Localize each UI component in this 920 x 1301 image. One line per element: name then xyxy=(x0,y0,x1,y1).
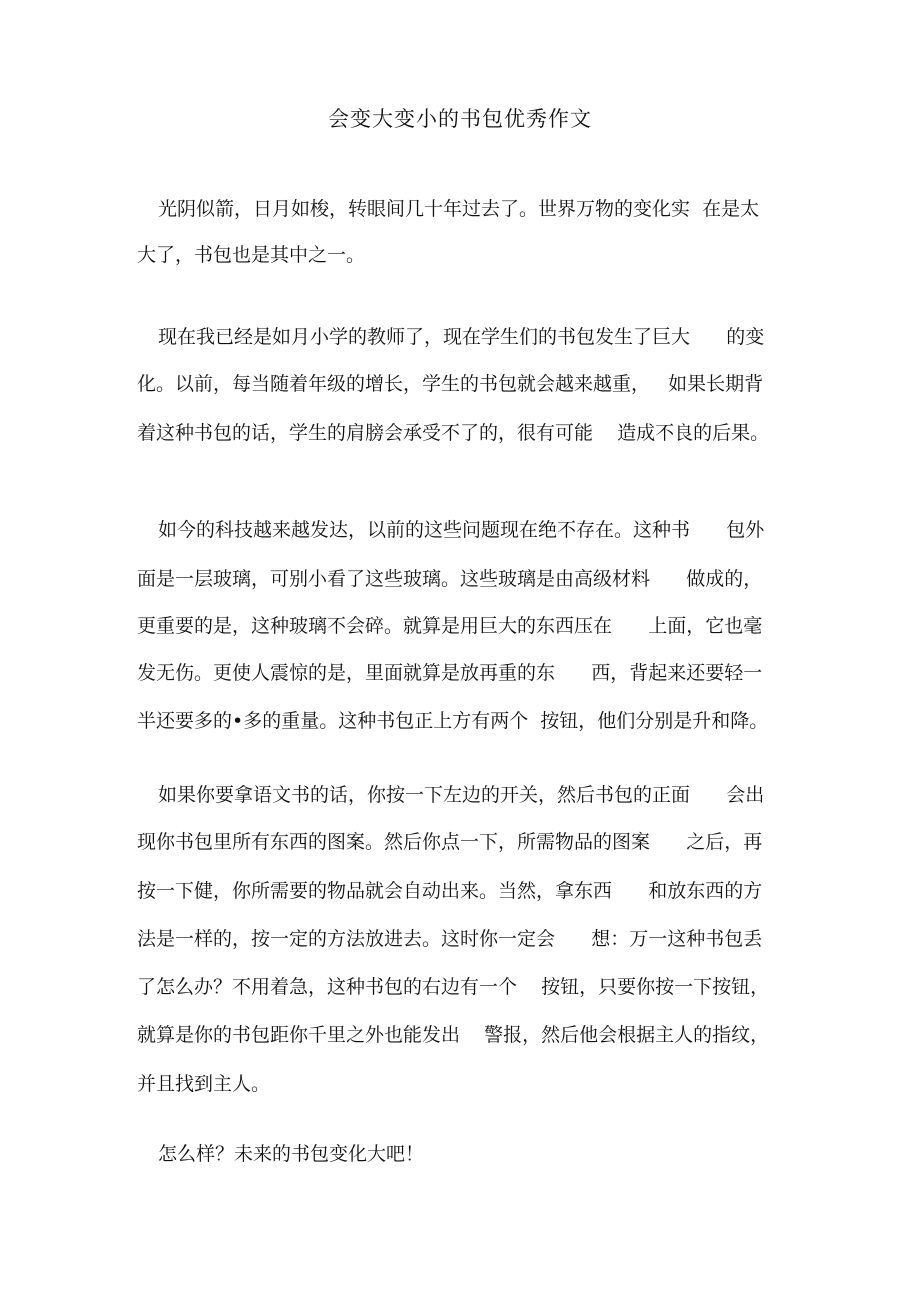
paragraph-3-line-3: 更重要的是，这种玻璃不会碎。就算是用巨大的东西压在 上面，它也毫 xyxy=(137,615,763,637)
paragraph-2-line-1: 现在我已经是如月小学的教师了，现在学生们的书包发生了巨大 的变 xyxy=(158,326,765,348)
paragraph-1-line-1: 光阴似箭，日月如梭，转眼间几十年过去了。世界万物的变化实 在是太 xyxy=(158,198,760,220)
paragraph-4-line-3: 按一下健，你所需要的物品就会自动出来。当然，拿东西 和放东西的方 xyxy=(137,880,763,902)
paragraph-4-line-5: 了怎么办？不用着急，这种书包的右边有一个 按钮，只要你按一下按钮， xyxy=(137,976,770,998)
paragraph-3-line-4: 发无伤。更使人震惊的是，里面就算是放再重的东 西，背起来还要轻一 xyxy=(137,662,763,684)
paragraph-3-line-5: 半还要多的•多的重量。这种书包正上方有两个 按钮，他们分别是升和降。 xyxy=(137,710,769,732)
paragraph-4-line-1: 如果你要拿语文书的话，你按一下左边的开关，然后书包的正面 会出 xyxy=(158,784,765,806)
paragraph-4-line-7: 并且找到主人。 xyxy=(137,1073,271,1095)
paragraph-2-line-3: 着这种书包的话，学生的肩膀会承受不了的，很有可能 造成不良的后果。 xyxy=(137,422,770,444)
paragraph-4-line-6: 就算是你的书包距你千里之外也能发出 警报，然后他会根据主人的指纹， xyxy=(137,1024,770,1046)
paragraph-3-line-1: 如今的科技越来越发达，以前的这些问题现在绝不存在。这种书 包外 xyxy=(158,519,765,541)
paragraph-1-line-2: 大了，书包也是其中之一。 xyxy=(137,244,366,266)
paragraph-2-line-2: 化。以前，每当随着年级的增长，学生的书包就会越来越重， 如果长期背 xyxy=(137,373,764,395)
paragraph-3-line-2: 面是一层玻璃，可别小看了这些玻璃。这些玻璃是由高级材料 做成的， xyxy=(137,568,763,590)
paragraph-5-line-1: 怎么样？未来的书包变化大吧！ xyxy=(158,1143,425,1165)
document-title: 会变大变小的书包优秀作文 xyxy=(328,107,592,131)
paragraph-4-line-2: 现你书包里所有东西的图案。然后你点一下，所需物品的图案 之后，再 xyxy=(137,831,763,853)
paragraph-4-line-4: 法是一样的，按一定的方法放进去。这时你一定会 想：万一这种书包丢 xyxy=(137,928,763,950)
